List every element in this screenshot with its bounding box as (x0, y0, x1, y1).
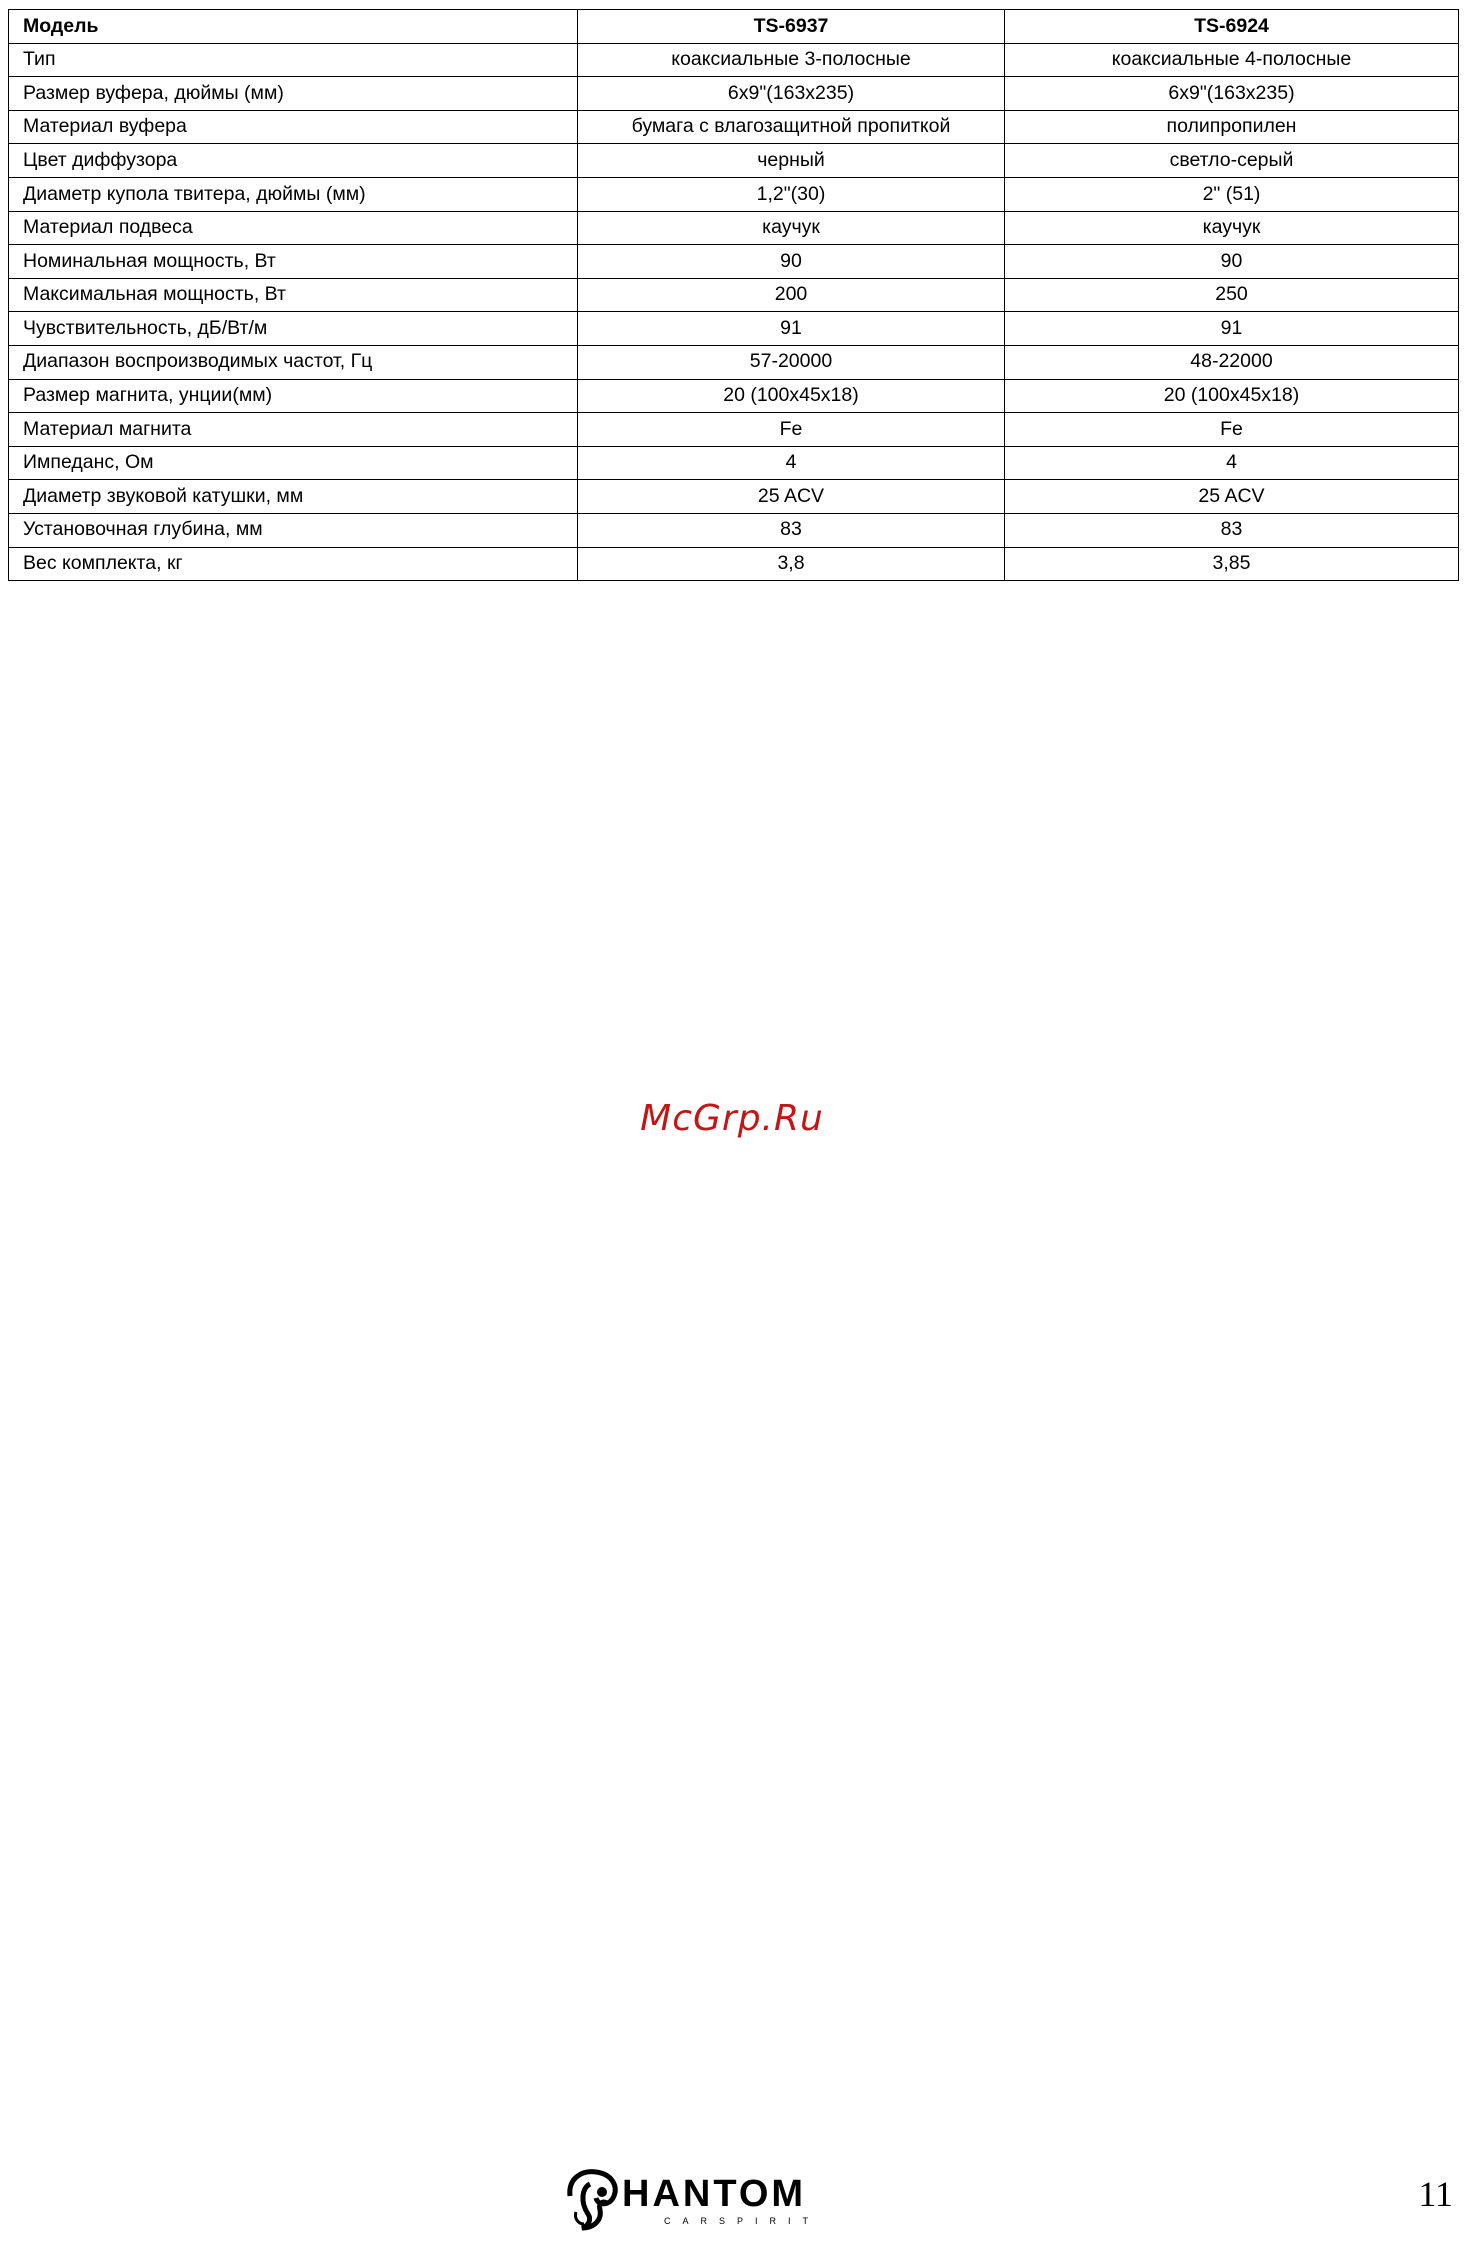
row-value-model-a: 25 ACV (578, 480, 1005, 514)
phantom-logo (560, 2162, 880, 2232)
table-row (9, 547, 1459, 581)
row-value-model-a: Fe (578, 413, 1005, 447)
table-row (9, 144, 1459, 178)
row-value-model-a: 1,2"(30) (578, 177, 1005, 211)
table-row (9, 513, 1459, 547)
spec-table (8, 9, 1459, 581)
row-value-model-b: 25 ACV (1005, 480, 1459, 514)
row-label: Диаметр звуковой катушки, мм (9, 480, 578, 514)
logo-wordmark: HANTOM (622, 2173, 807, 2215)
page-number: 11 (1418, 2174, 1453, 2214)
table-row (9, 110, 1459, 144)
row-value-model-b: 6х9"(163х235) (1005, 77, 1459, 111)
row-label: Чувствительность, дБ/Вт/м (9, 312, 578, 346)
row-value-model-a: 4 (578, 446, 1005, 480)
row-label: Цвет диффузора (9, 144, 578, 178)
row-value-model-b: 250 (1005, 278, 1459, 312)
row-value-model-b: 90 (1005, 245, 1459, 279)
table-row (9, 312, 1459, 346)
row-label: Вес комплекта, кг (9, 547, 578, 581)
watermark: McGrp.Ru (640, 1098, 824, 1139)
row-value-model-b: полипропилен (1005, 110, 1459, 144)
row-value-model-b: 83 (1005, 513, 1459, 547)
row-label: Номинальная мощность, Вт (9, 245, 578, 279)
row-value-model-b: 2" (51) (1005, 177, 1459, 211)
row-value-model-b: 20 (100х45х18) (1005, 379, 1459, 413)
row-label: Импеданс, Ом (9, 446, 578, 480)
row-value-model-a: 91 (578, 312, 1005, 346)
row-value-model-b: 4 (1005, 446, 1459, 480)
row-value-model-b: светло-серый (1005, 144, 1459, 178)
row-value-model-a: 200 (578, 278, 1005, 312)
row-value-model-a: 6х9"(163х235) (578, 77, 1005, 111)
row-label: Материал подвеса (9, 211, 578, 245)
table-row (9, 413, 1459, 447)
spec-table-body (9, 10, 1459, 581)
table-row (9, 480, 1459, 514)
table-header-row (9, 10, 1459, 44)
row-value-model-a: каучук (578, 211, 1005, 245)
row-value-model-b: 3,85 (1005, 547, 1459, 581)
row-label: Диапазон воспроизводимых частот, Гц (9, 345, 578, 379)
row-value-model-b: Fe (1005, 413, 1459, 447)
table-row (9, 43, 1459, 77)
row-label: Максимальная мощность, Вт (9, 278, 578, 312)
row-label: Установочная глубина, мм (9, 513, 578, 547)
table-row (9, 177, 1459, 211)
row-value-model-a: 90 (578, 245, 1005, 279)
row-label: Тип (9, 43, 578, 77)
row-label: Диаметр купола твитера, дюймы (мм) (9, 177, 578, 211)
table-row (9, 446, 1459, 480)
table-row (9, 211, 1459, 245)
table-row (9, 77, 1459, 111)
row-value-model-a: 20 (100х45х18) (578, 379, 1005, 413)
row-value-model-a: 57-20000 (578, 345, 1005, 379)
header-model-a: TS-6937 (578, 10, 1005, 44)
phantom-emblem-icon (570, 2172, 615, 2228)
row-label: Материал магнита (9, 413, 578, 447)
row-label: Размер магнита, унции(мм) (9, 379, 578, 413)
row-label: Материал вуфера (9, 110, 578, 144)
row-value-model-b: 48-22000 (1005, 345, 1459, 379)
table-row (9, 278, 1459, 312)
row-value-model-a: 83 (578, 513, 1005, 547)
logo-tagline: CARSPIRIT (664, 2216, 821, 2226)
row-value-model-b: 91 (1005, 312, 1459, 346)
row-value-model-a: бумага с влагозащитной пропиткой (578, 110, 1005, 144)
row-label: Размер вуфера, дюймы (мм) (9, 77, 578, 111)
table-row (9, 245, 1459, 279)
header-label: Модель (9, 10, 578, 44)
row-value-model-a: черный (578, 144, 1005, 178)
row-value-model-b: каучук (1005, 211, 1459, 245)
row-value-model-b: коаксиальные 4-полосные (1005, 43, 1459, 77)
table-row (9, 345, 1459, 379)
row-value-model-a: коаксиальные 3-полосные (578, 43, 1005, 77)
header-model-b: TS-6924 (1005, 10, 1459, 44)
row-value-model-a: 3,8 (578, 547, 1005, 581)
table-row (9, 379, 1459, 413)
